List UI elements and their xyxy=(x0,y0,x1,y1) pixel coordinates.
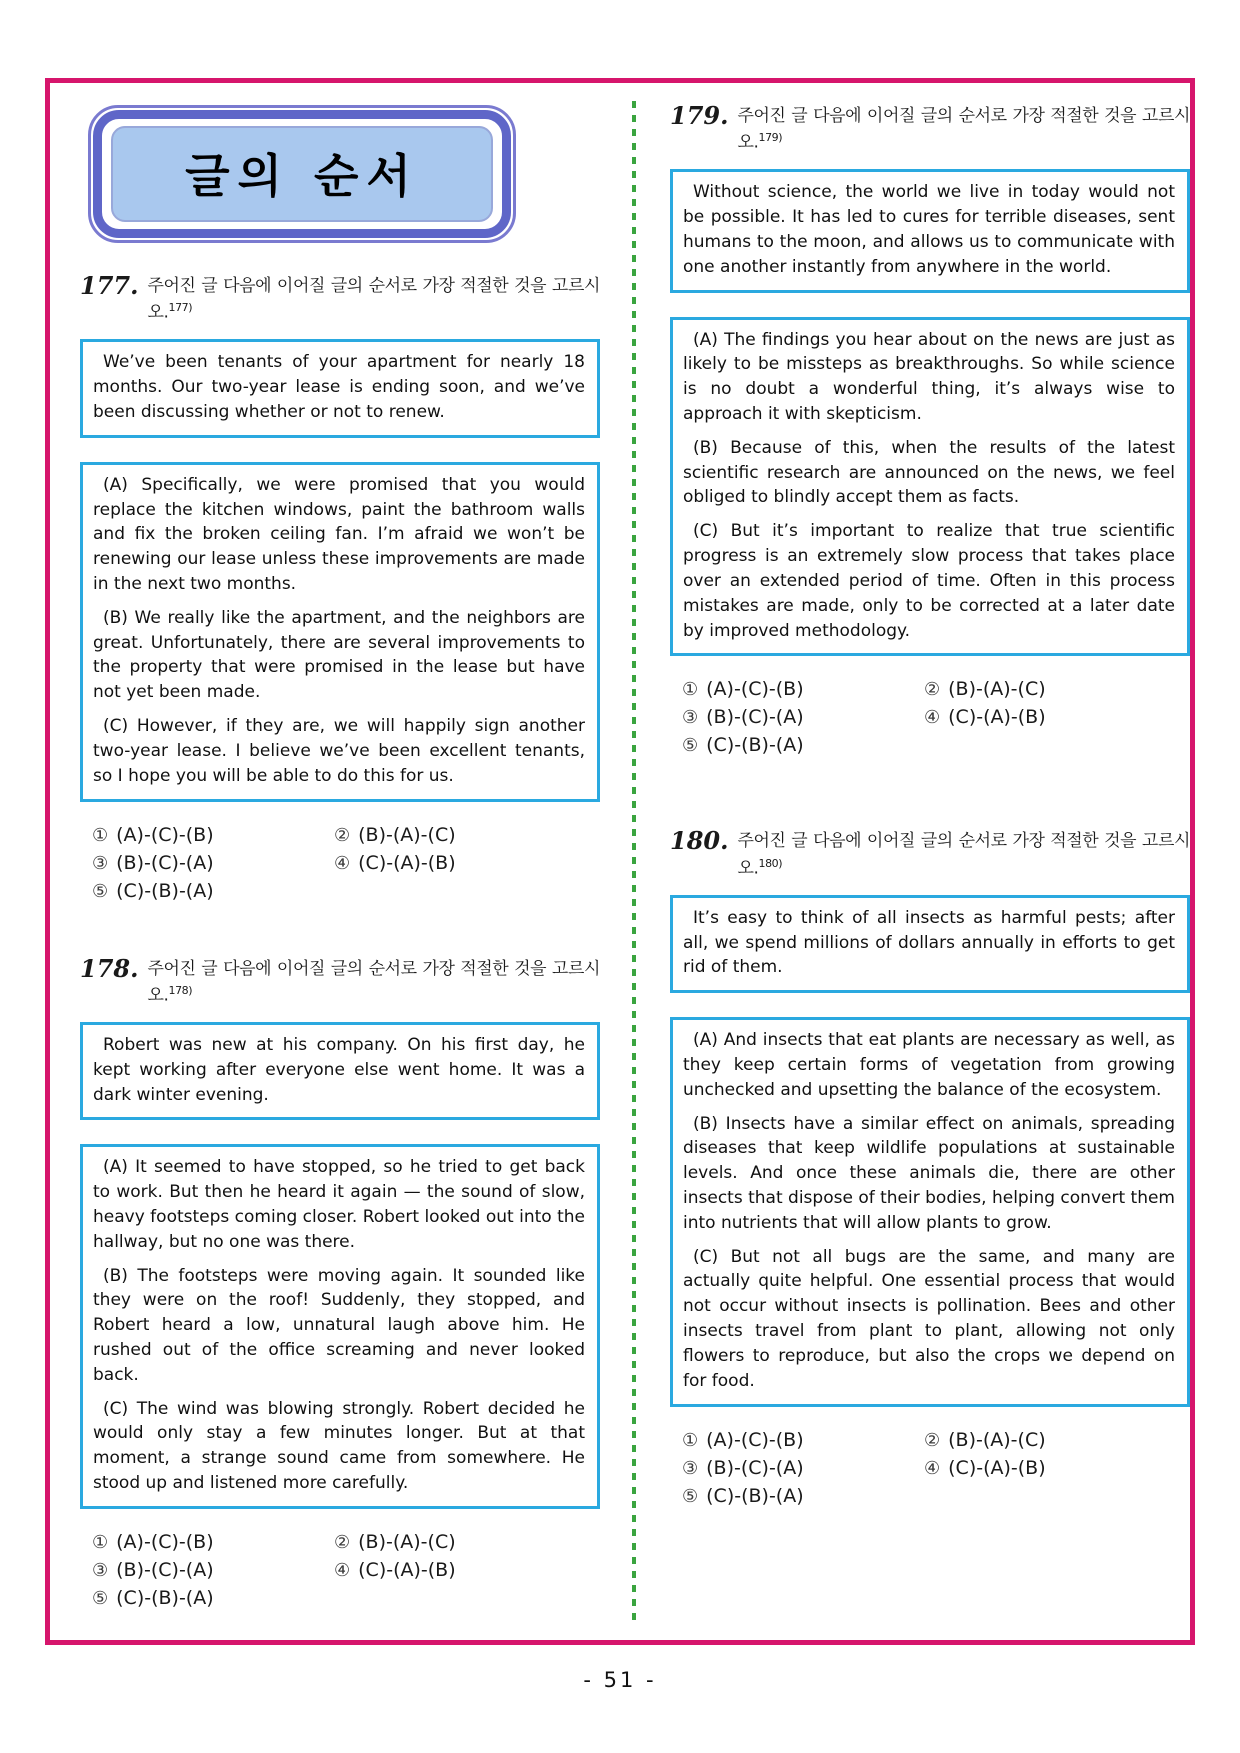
right-column xyxy=(670,99,1190,1640)
choice-text: (B)-(A)-(C) xyxy=(358,823,456,846)
choice-5 xyxy=(682,1485,924,1507)
choice-5 xyxy=(92,1587,334,1609)
question-prompt xyxy=(737,828,1190,881)
choice-2 xyxy=(924,1429,1190,1451)
paragraph-c: (C) The wind was blowing strongly. Robert decided he would only stay a few minutes longer. But at that moment, a strange sound came from somewhere. He stood up and listened more carefully. xyxy=(93,1398,585,1494)
choice-1 xyxy=(682,678,924,700)
choice-marker: ① xyxy=(682,679,699,701)
paragraph-c: (C) But not all bugs are the same, and many are actually quite helpful. One essential process that would not occur without insects is pollination. Bees and other insects travel from plant to plant, allowing not only flowers to reproduce, but also the crops we depend on for food. xyxy=(683,1246,1175,1391)
footnote-marker: 180) xyxy=(758,856,783,870)
choice-marker: ① xyxy=(92,1531,109,1553)
question-178 xyxy=(80,953,600,1609)
choice-marker: ② xyxy=(334,1531,351,1553)
choice-marker: ② xyxy=(924,1429,941,1451)
paragraphs-box xyxy=(80,1144,600,1509)
question-header xyxy=(670,828,1190,881)
paragraph-b: (B) We really like the apartment, and the neighbors are great. Unfortunately, there are several improvements to the property that were promised in the lease but have not yet been made. xyxy=(93,607,585,703)
choice-4 xyxy=(924,706,1190,728)
choice-marker: ③ xyxy=(92,1559,109,1581)
choice-text: (A)-(C)-(B) xyxy=(706,1428,804,1451)
choice-marker: ⑤ xyxy=(682,1485,699,1507)
choice-text: (A)-(C)-(B) xyxy=(706,678,804,701)
paragraph-c: (C) But it’s important to realize that true scientific progress is an extremely slow process that takes place over an extended period of time. Often in this process mistakes are made, only to be corrected at a later date by improved methodology. xyxy=(683,521,1175,641)
choice-marker: ⑤ xyxy=(682,735,699,757)
choice-1 xyxy=(92,824,334,846)
choice-3 xyxy=(682,1457,924,1479)
column-divider xyxy=(632,101,636,1626)
passage-box xyxy=(670,169,1190,292)
question-header xyxy=(80,273,600,326)
question-number: 178. xyxy=(80,953,139,983)
passage-box xyxy=(670,895,1190,993)
question-177 xyxy=(80,273,600,902)
paragraph-a: (A) And insects that eat plants are necessary as well, as they keep certain forms of vegetation from growing unchecked and upsetting the balance of the ecosystem. xyxy=(683,1030,1175,1100)
choice-text: (B)-(A)-(C) xyxy=(948,1428,1046,1451)
answer-choices xyxy=(670,678,1190,756)
choice-text: (A)-(C)-(B) xyxy=(116,823,214,846)
choice-marker: ③ xyxy=(682,707,699,729)
question-number: 180. xyxy=(670,826,729,856)
question-number: 179. xyxy=(670,101,729,130)
choice-text: (C)-(A)-(B) xyxy=(948,706,1046,729)
page-number: - 51 - xyxy=(583,1668,657,1692)
question-prompt-text: 주어진 글 다음에 이어질 글의 순서로 가장 적절한 것을 고르시오. xyxy=(147,276,600,323)
choice-text: (B)-(C)-(A) xyxy=(116,1558,214,1581)
question-prompt xyxy=(147,273,600,326)
choice-4 xyxy=(334,852,600,874)
question-prompt-text: 주어진 글 다음에 이어질 글의 순서로 가장 적절한 것을 고르시오. xyxy=(737,106,1190,153)
answer-choices xyxy=(80,1531,600,1609)
choice-3 xyxy=(92,852,334,874)
passage-box xyxy=(80,339,600,437)
choice-3 xyxy=(92,1559,334,1581)
choice-text: (B)-(A)-(C) xyxy=(358,1530,456,1553)
question-prompt xyxy=(737,103,1190,156)
paragraphs-box xyxy=(80,462,600,802)
footnote-marker: 177) xyxy=(168,301,193,315)
footnote-marker: 179) xyxy=(758,131,783,145)
left-column xyxy=(80,99,600,1640)
choice-text: (C)-(B)-(A) xyxy=(706,734,804,757)
choice-text: (B)-(C)-(A) xyxy=(706,1456,804,1479)
paragraph-b: (B) The footsteps were moving again. It sounded like they were on the roof! Suddenly, they stopped, and Robert heard a low, unnatural laugh above him. He rushed out of the office screaming and never looked back. xyxy=(93,1265,585,1385)
page-frame xyxy=(45,78,1195,1645)
question-header xyxy=(80,953,600,1009)
paragraph-b: (B) Because of this, when the results of the latest scientific research are announced on the news, we feel obliged to blindly accept them as facts. xyxy=(683,437,1175,508)
choice-4 xyxy=(924,1457,1190,1479)
choice-text: (C)-(A)-(B) xyxy=(358,851,456,874)
question-prompt-text: 주어진 글 다음에 이어질 글의 순서로 가장 적절한 것을 고르시오. xyxy=(147,958,600,1006)
answer-choices xyxy=(80,824,600,902)
choice-marker: ④ xyxy=(924,707,941,729)
passage-text: We’ve been tenants of your apartment for nearly 18 months. Our two-year lease is ending soon, and we’ve been discussing whether or not to renew. xyxy=(93,352,585,422)
passage-text: Robert was new at his company. On his first day, he kept working after everyone else went home. It was a dark winter evening. xyxy=(93,1034,585,1105)
choice-text: (C)-(B)-(A) xyxy=(116,1586,214,1609)
paragraph-b: (B) Insects have a similar effect on animals, spreading diseases that keep wildlife populations at sustainable levels. And once these animals die, there are other insects that dispose of their bodies, helping convert them into nutrients that will allow plants to grow. xyxy=(683,1113,1175,1233)
choice-5 xyxy=(682,734,924,756)
footnote-marker: 178) xyxy=(168,983,193,997)
choice-text: (A)-(C)-(B) xyxy=(116,1530,214,1553)
paragraph-a: (A) It seemed to have stopped, so he tried to get back to work. But then he heard it again — the sound of slow, heavy footsteps coming closer. Robert looked out into the hallway, but no one was there. xyxy=(93,1157,585,1252)
paragraphs-box xyxy=(670,1017,1190,1406)
choice-text: (C)-(A)-(B) xyxy=(948,1456,1046,1479)
two-column-layout xyxy=(50,83,1190,1640)
choice-marker: ④ xyxy=(334,852,351,874)
choice-text: (C)-(B)-(A) xyxy=(706,1484,804,1507)
paragraph-c: (C) However, if they are, we will happily sign another two-year lease. I believe we’ve been excellent tenants, so I hope you will be able to do this for us. xyxy=(93,716,585,786)
paragraphs-box xyxy=(670,317,1190,657)
choice-marker: ⑤ xyxy=(92,880,109,902)
section-title-box xyxy=(88,105,516,243)
choice-marker: ③ xyxy=(682,1457,699,1479)
passage-box xyxy=(80,1022,600,1120)
answer-choices xyxy=(670,1429,1190,1507)
question-number: 177. xyxy=(80,271,139,300)
choice-marker: ① xyxy=(682,1429,699,1451)
question-prompt-text: 주어진 글 다음에 이어질 글의 순서로 가장 적절한 것을 고르시오. xyxy=(737,831,1190,879)
choice-2 xyxy=(334,1531,600,1553)
choice-marker: ② xyxy=(334,824,351,846)
choice-text: (B)-(C)-(A) xyxy=(116,851,214,874)
choice-marker: ④ xyxy=(924,1457,941,1479)
choice-4 xyxy=(334,1559,600,1581)
passage-text: Without science, the world we live in today would not be possible. It has led to cures for terrible diseases, sent humans to the moon, and allows us to communicate with one another instantly from anywhere in the world. xyxy=(683,182,1175,277)
question-prompt xyxy=(147,956,600,1009)
paragraph-a: (A) Specifically, we were promised that you would replace the kitchen windows, paint the bathroom walls and fix the broken ceiling fan. I’m afraid we won’t be renewing our lease unless these improvements are made in the next two months. xyxy=(93,474,585,595)
choice-text: (B)-(A)-(C) xyxy=(948,678,1046,701)
choice-marker: ② xyxy=(924,679,941,701)
section-title: 글의 순서 xyxy=(111,126,493,222)
paragraph-a: (A) The findings you hear about on the news are just as likely to be missteps as breakthroughs. So while science is no doubt a wonderful thing, it’s always wise to approach it with skepticism. xyxy=(683,329,1175,425)
choice-1 xyxy=(682,1429,924,1451)
choice-2 xyxy=(334,824,600,846)
choice-5 xyxy=(92,880,334,902)
choice-text: (B)-(C)-(A) xyxy=(706,706,804,729)
passage-text: It’s easy to think of all insects as harmful pests; after all, we spend millions of dollars annually in efforts to get rid of them. xyxy=(683,907,1175,978)
choice-1 xyxy=(92,1531,334,1553)
choice-text: (C)-(A)-(B) xyxy=(358,1558,456,1581)
choice-marker: ⑤ xyxy=(92,1587,109,1609)
choice-3 xyxy=(682,706,924,728)
choice-marker: ④ xyxy=(334,1559,351,1581)
choice-marker: ③ xyxy=(92,852,109,874)
question-180 xyxy=(670,828,1190,1506)
choice-2 xyxy=(924,678,1190,700)
question-header xyxy=(670,103,1190,156)
choice-marker: ① xyxy=(92,824,109,846)
question-179 xyxy=(670,103,1190,756)
choice-text: (C)-(B)-(A) xyxy=(116,879,214,902)
